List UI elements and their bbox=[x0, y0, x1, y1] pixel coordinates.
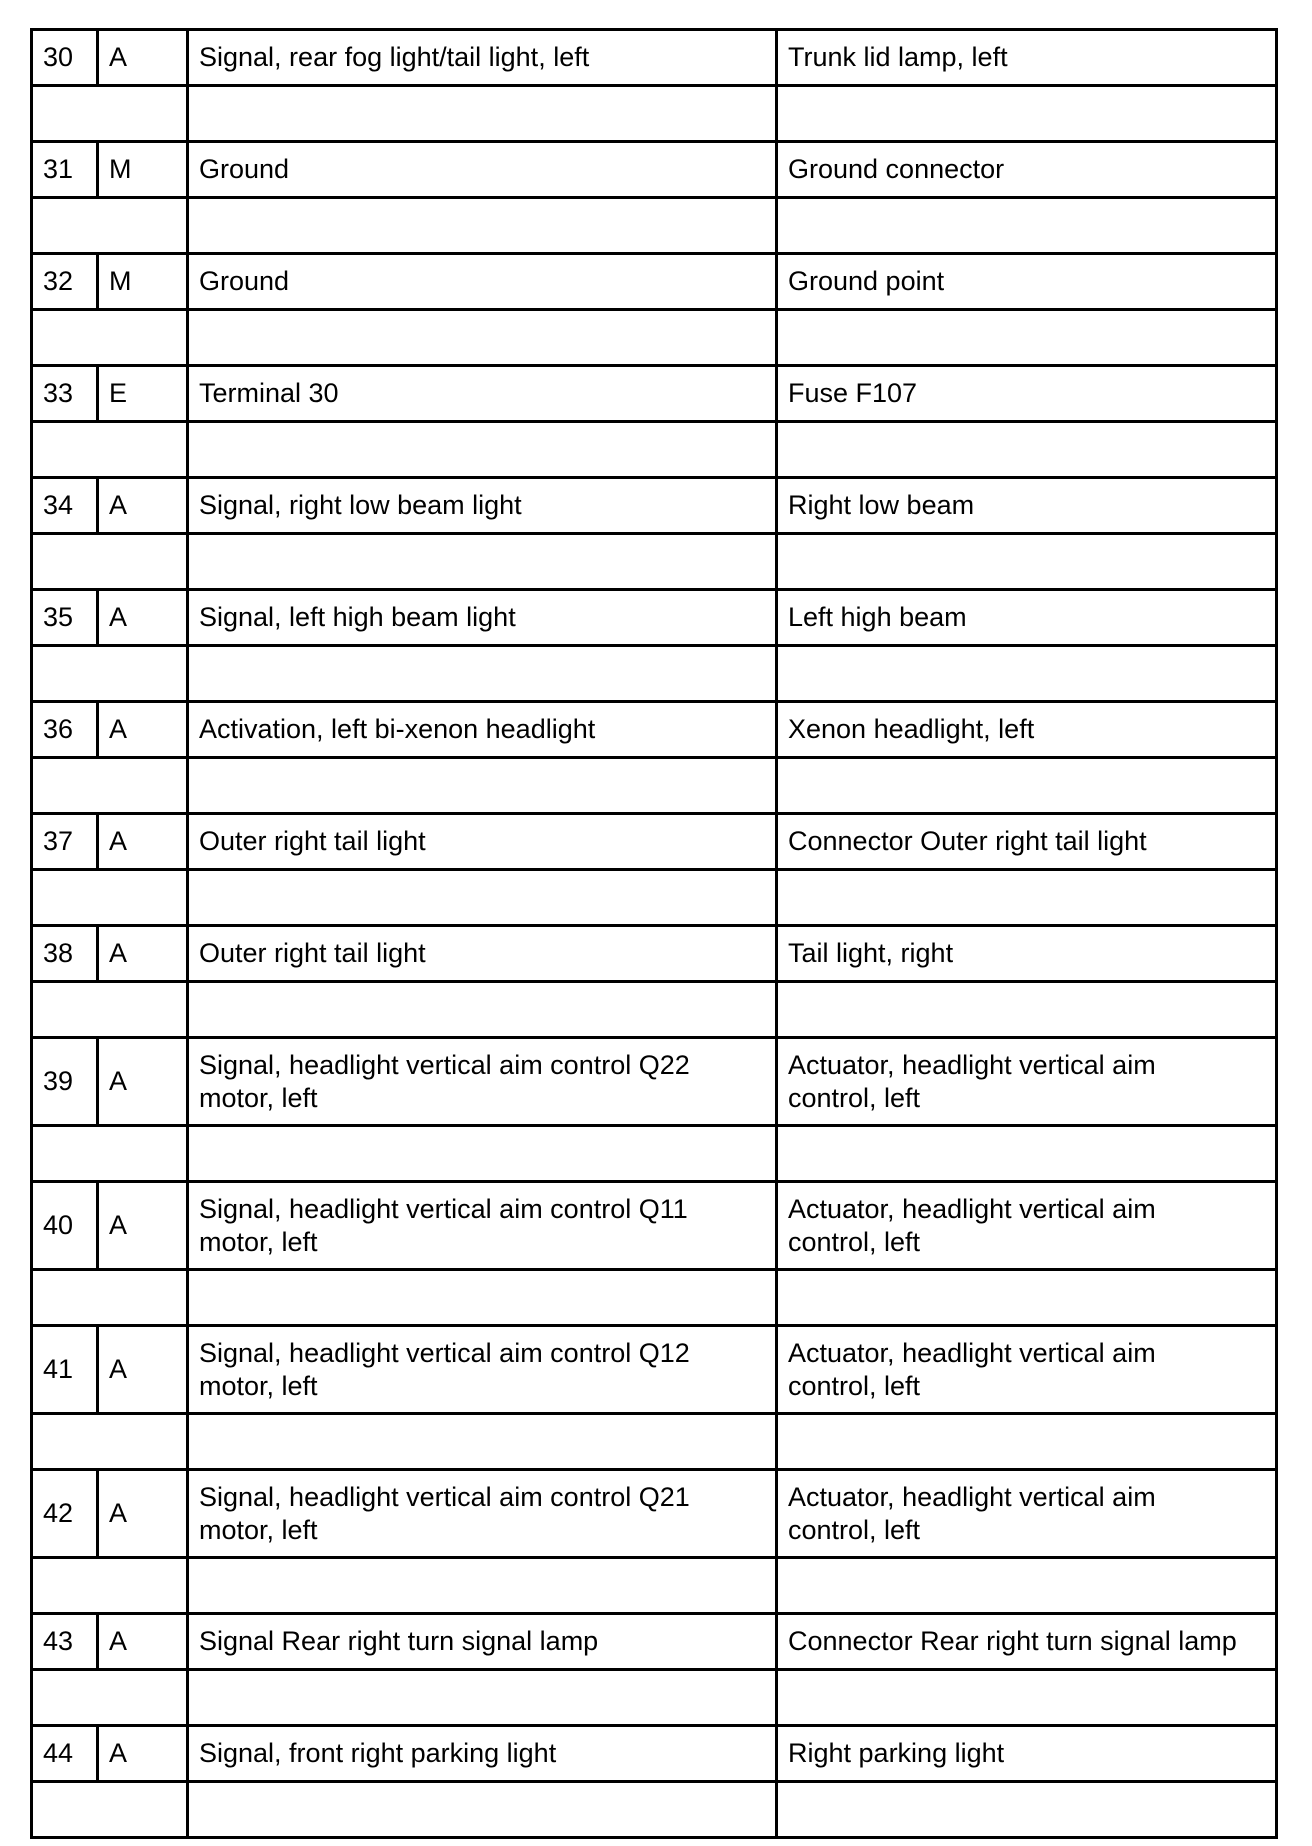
spacer-cell bbox=[32, 982, 188, 1038]
spacer-cell bbox=[188, 982, 777, 1038]
pin-number-cell-text: 34 bbox=[43, 490, 74, 520]
pin-type-cell-text: M bbox=[109, 266, 132, 296]
connection-target-cell-text: Trunk lid lamp, left bbox=[788, 42, 1008, 72]
signal-description-cell bbox=[188, 926, 777, 982]
connection-target-cell-text: Left high beam bbox=[788, 602, 967, 632]
spacer-row bbox=[32, 758, 1277, 814]
spacer-cell bbox=[777, 1558, 1277, 1614]
connection-target-cell-text: Ground connector bbox=[788, 154, 1005, 184]
spacer-cell bbox=[188, 86, 777, 142]
signal-description-cell-text: Signal, headlight vertical aim control Q11 motor, left bbox=[199, 1193, 688, 1257]
pin-number-cell bbox=[32, 142, 98, 198]
spacer-cell bbox=[777, 198, 1277, 254]
pin-number-cell-text: 38 bbox=[43, 938, 74, 968]
pin-assignment-table bbox=[30, 28, 1278, 1839]
pin-type-cell-text: A bbox=[109, 1738, 128, 1768]
signal-description-cell bbox=[188, 142, 777, 198]
signal-description-cell bbox=[188, 1182, 777, 1270]
spacer-cell bbox=[32, 1414, 188, 1470]
spacer-cell bbox=[188, 422, 777, 478]
pin-type-cell-text: A bbox=[109, 938, 128, 968]
pin-type-cell bbox=[98, 1182, 188, 1270]
pin-number-cell-text: 33 bbox=[43, 378, 74, 408]
spacer-row bbox=[32, 1558, 1277, 1614]
signal-description-cell-text: Signal, headlight vertical aim control Q21 motor, left bbox=[199, 1481, 690, 1545]
connection-target-cell bbox=[777, 1470, 1277, 1558]
signal-description-cell-text: Outer right tail light bbox=[199, 938, 426, 968]
pin-type-cell-text: A bbox=[109, 1354, 128, 1384]
spacer-row bbox=[32, 422, 1277, 478]
pin-number-cell-text: 31 bbox=[43, 154, 74, 184]
spacer-row bbox=[32, 198, 1277, 254]
signal-description-cell-text: Signal, front right parking light bbox=[199, 1738, 557, 1768]
table-row bbox=[32, 142, 1277, 198]
signal-description-cell bbox=[188, 1726, 777, 1782]
signal-description-cell-text: Signal, headlight vertical aim control Q12 motor, left bbox=[199, 1337, 690, 1401]
pin-number-cell bbox=[32, 1470, 98, 1558]
connection-target-cell bbox=[777, 590, 1277, 646]
spacer-cell bbox=[777, 86, 1277, 142]
spacer-cell bbox=[188, 646, 777, 702]
table-row bbox=[32, 814, 1277, 870]
signal-description-cell-text: Signal, right low beam light bbox=[199, 490, 522, 520]
spacer-cell bbox=[777, 310, 1277, 366]
pin-number-cell bbox=[32, 1038, 98, 1126]
connection-target-cell-text: Right low beam bbox=[788, 490, 975, 520]
connection-target-cell bbox=[777, 1038, 1277, 1126]
pin-type-cell bbox=[98, 1614, 188, 1670]
pin-type-cell-text: A bbox=[109, 490, 128, 520]
signal-description-cell-text: Signal, left high beam light bbox=[199, 602, 516, 632]
table-row bbox=[32, 30, 1277, 86]
signal-description-cell bbox=[188, 590, 777, 646]
table-row bbox=[32, 1038, 1277, 1126]
spacer-cell bbox=[777, 422, 1277, 478]
connection-target-cell bbox=[777, 366, 1277, 422]
connection-target-cell-text: Actuator, headlight vertical aim control, left bbox=[788, 1337, 1156, 1401]
connection-target-cell bbox=[777, 926, 1277, 982]
spacer-cell bbox=[32, 1782, 188, 1838]
pin-type-cell bbox=[98, 1038, 188, 1126]
pin-type-cell bbox=[98, 590, 188, 646]
spacer-row bbox=[32, 86, 1277, 142]
pin-type-cell-text: M bbox=[109, 154, 132, 184]
pin-type-cell-text: A bbox=[109, 1066, 128, 1096]
spacer-cell bbox=[32, 310, 188, 366]
table-row bbox=[32, 1470, 1277, 1558]
spacer-cell bbox=[188, 870, 777, 926]
spacer-row bbox=[32, 1670, 1277, 1726]
signal-description-cell-text: Outer right tail light bbox=[199, 826, 426, 856]
signal-description-cell bbox=[188, 366, 777, 422]
connection-target-cell-text: Actuator, headlight vertical aim control, left bbox=[788, 1481, 1156, 1545]
spacer-row bbox=[32, 870, 1277, 926]
pin-number-cell-text: 39 bbox=[43, 1066, 74, 1096]
spacer-cell bbox=[32, 870, 188, 926]
spacer-cell bbox=[32, 1670, 188, 1726]
pin-type-cell-text: A bbox=[109, 1498, 128, 1528]
spacer-cell bbox=[188, 534, 777, 590]
spacer-row bbox=[32, 1126, 1277, 1182]
spacer-cell bbox=[777, 870, 1277, 926]
spacer-cell bbox=[777, 1782, 1277, 1838]
spacer-cell bbox=[188, 1782, 777, 1838]
connection-target-cell bbox=[777, 1182, 1277, 1270]
pin-type-cell-text: A bbox=[109, 714, 128, 744]
pin-type-cell bbox=[98, 1470, 188, 1558]
connection-target-cell bbox=[777, 1614, 1277, 1670]
spacer-cell bbox=[188, 198, 777, 254]
pin-number-cell bbox=[32, 590, 98, 646]
table-row bbox=[32, 254, 1277, 310]
connection-target-cell bbox=[777, 1326, 1277, 1414]
connection-target-cell-text: Connector Rear right turn signal lamp bbox=[788, 1626, 1237, 1656]
spacer-cell bbox=[188, 1558, 777, 1614]
signal-description-cell-text: Signal Rear right turn signal lamp bbox=[199, 1626, 599, 1656]
pin-type-cell-text: A bbox=[109, 602, 128, 632]
spacer-cell bbox=[32, 646, 188, 702]
signal-description-cell bbox=[188, 30, 777, 86]
pin-number-cell-text: 41 bbox=[43, 1354, 74, 1384]
pin-number-cell bbox=[32, 1182, 98, 1270]
spacer-row bbox=[32, 1270, 1277, 1326]
signal-description-cell bbox=[188, 1470, 777, 1558]
spacer-row bbox=[32, 982, 1277, 1038]
pin-number-cell bbox=[32, 1726, 98, 1782]
spacer-row bbox=[32, 534, 1277, 590]
table-row bbox=[32, 702, 1277, 758]
table-row bbox=[32, 1726, 1277, 1782]
connection-target-cell-text: Connector Outer right tail light bbox=[788, 826, 1147, 856]
table-row bbox=[32, 366, 1277, 422]
signal-description-cell bbox=[188, 478, 777, 534]
connection-target-cell bbox=[777, 142, 1277, 198]
pin-table-body bbox=[32, 30, 1277, 1838]
pin-number-cell-text: 43 bbox=[43, 1626, 74, 1656]
pin-type-cell-text: A bbox=[109, 42, 128, 72]
table-row bbox=[32, 926, 1277, 982]
pin-number-cell bbox=[32, 30, 98, 86]
signal-description-cell bbox=[188, 1326, 777, 1414]
pin-number-cell bbox=[32, 478, 98, 534]
pin-type-cell bbox=[98, 254, 188, 310]
table-row bbox=[32, 590, 1277, 646]
connection-target-cell bbox=[777, 30, 1277, 86]
spacer-cell bbox=[188, 1414, 777, 1470]
spacer-cell bbox=[32, 758, 188, 814]
pin-number-cell-text: 32 bbox=[43, 266, 74, 296]
pin-type-cell bbox=[98, 142, 188, 198]
pin-type-cell bbox=[98, 814, 188, 870]
pin-number-cell bbox=[32, 1614, 98, 1670]
spacer-cell bbox=[32, 1126, 188, 1182]
spacer-cell bbox=[188, 1270, 777, 1326]
spacer-cell bbox=[188, 758, 777, 814]
spacer-cell bbox=[777, 534, 1277, 590]
connection-target-cell bbox=[777, 814, 1277, 870]
signal-description-cell bbox=[188, 814, 777, 870]
spacer-cell bbox=[32, 198, 188, 254]
spacer-cell bbox=[32, 534, 188, 590]
spacer-row bbox=[32, 1414, 1277, 1470]
pin-number-cell-text: 30 bbox=[43, 42, 74, 72]
pin-number-cell-text: 44 bbox=[43, 1738, 74, 1768]
pin-type-cell-text: A bbox=[109, 1210, 128, 1240]
spacer-row bbox=[32, 1782, 1277, 1838]
pin-type-cell bbox=[98, 702, 188, 758]
signal-description-cell bbox=[188, 702, 777, 758]
spacer-cell bbox=[777, 1414, 1277, 1470]
spacer-cell bbox=[32, 422, 188, 478]
spacer-cell bbox=[777, 1270, 1277, 1326]
table-row bbox=[32, 1182, 1277, 1270]
signal-description-cell-text: Signal, headlight vertical aim control Q22 motor, left bbox=[199, 1049, 690, 1113]
spacer-cell bbox=[777, 982, 1277, 1038]
table-row bbox=[32, 1326, 1277, 1414]
signal-description-cell bbox=[188, 1038, 777, 1126]
pin-number-cell bbox=[32, 814, 98, 870]
spacer-row bbox=[32, 310, 1277, 366]
signal-description-cell bbox=[188, 1614, 777, 1670]
pin-type-cell-text: A bbox=[109, 1626, 128, 1656]
connection-target-cell bbox=[777, 1726, 1277, 1782]
spacer-cell bbox=[777, 1670, 1277, 1726]
pin-number-cell bbox=[32, 254, 98, 310]
table-row bbox=[32, 1614, 1277, 1670]
connection-target-cell-text: Right parking light bbox=[788, 1738, 1005, 1768]
pin-number-cell-text: 37 bbox=[43, 826, 74, 856]
spacer-row bbox=[32, 646, 1277, 702]
spacer-cell bbox=[32, 1270, 188, 1326]
spacer-cell bbox=[777, 758, 1277, 814]
signal-description-cell bbox=[188, 254, 777, 310]
signal-description-cell-text: Ground bbox=[199, 266, 290, 296]
signal-description-cell-text: Activation, left bi-xenon headlight bbox=[199, 714, 596, 744]
pin-type-cell bbox=[98, 366, 188, 422]
pin-type-cell bbox=[98, 30, 188, 86]
spacer-cell bbox=[32, 86, 188, 142]
pin-number-cell bbox=[32, 366, 98, 422]
spacer-cell bbox=[188, 1126, 777, 1182]
pin-type-cell bbox=[98, 1326, 188, 1414]
connection-target-cell-text: Actuator, headlight vertical aim control, left bbox=[788, 1049, 1156, 1113]
spacer-cell bbox=[777, 1126, 1277, 1182]
table-row bbox=[32, 478, 1277, 534]
pin-type-cell-text: E bbox=[109, 378, 128, 408]
pin-number-cell-text: 40 bbox=[43, 1210, 74, 1240]
spacer-cell bbox=[188, 310, 777, 366]
pin-type-cell bbox=[98, 926, 188, 982]
pin-number-cell bbox=[32, 926, 98, 982]
pin-number-cell-text: 36 bbox=[43, 714, 74, 744]
pin-type-cell bbox=[98, 1726, 188, 1782]
signal-description-cell-text: Ground bbox=[199, 154, 290, 184]
spacer-cell bbox=[32, 1558, 188, 1614]
pin-number-cell bbox=[32, 1326, 98, 1414]
pin-number-cell-text: 42 bbox=[43, 1498, 74, 1528]
connection-target-cell bbox=[777, 254, 1277, 310]
connection-target-cell bbox=[777, 702, 1277, 758]
pin-type-cell bbox=[98, 478, 188, 534]
pin-type-cell-text: A bbox=[109, 826, 128, 856]
connection-target-cell-text: Tail light, right bbox=[788, 938, 954, 968]
connection-target-cell-text: Xenon headlight, left bbox=[788, 714, 1035, 744]
connection-target-cell-text: Actuator, headlight vertical aim control, left bbox=[788, 1193, 1156, 1257]
connection-target-cell bbox=[777, 478, 1277, 534]
signal-description-cell-text: Signal, rear fog light/tail light, left bbox=[199, 42, 590, 72]
pin-number-cell-text: 35 bbox=[43, 602, 74, 632]
pin-number-cell bbox=[32, 702, 98, 758]
spacer-cell bbox=[777, 646, 1277, 702]
spacer-cell bbox=[188, 1670, 777, 1726]
connection-target-cell-text: Ground point bbox=[788, 266, 945, 296]
connection-target-cell-text: Fuse F107 bbox=[788, 378, 918, 408]
signal-description-cell-text: Terminal 30 bbox=[199, 378, 339, 408]
